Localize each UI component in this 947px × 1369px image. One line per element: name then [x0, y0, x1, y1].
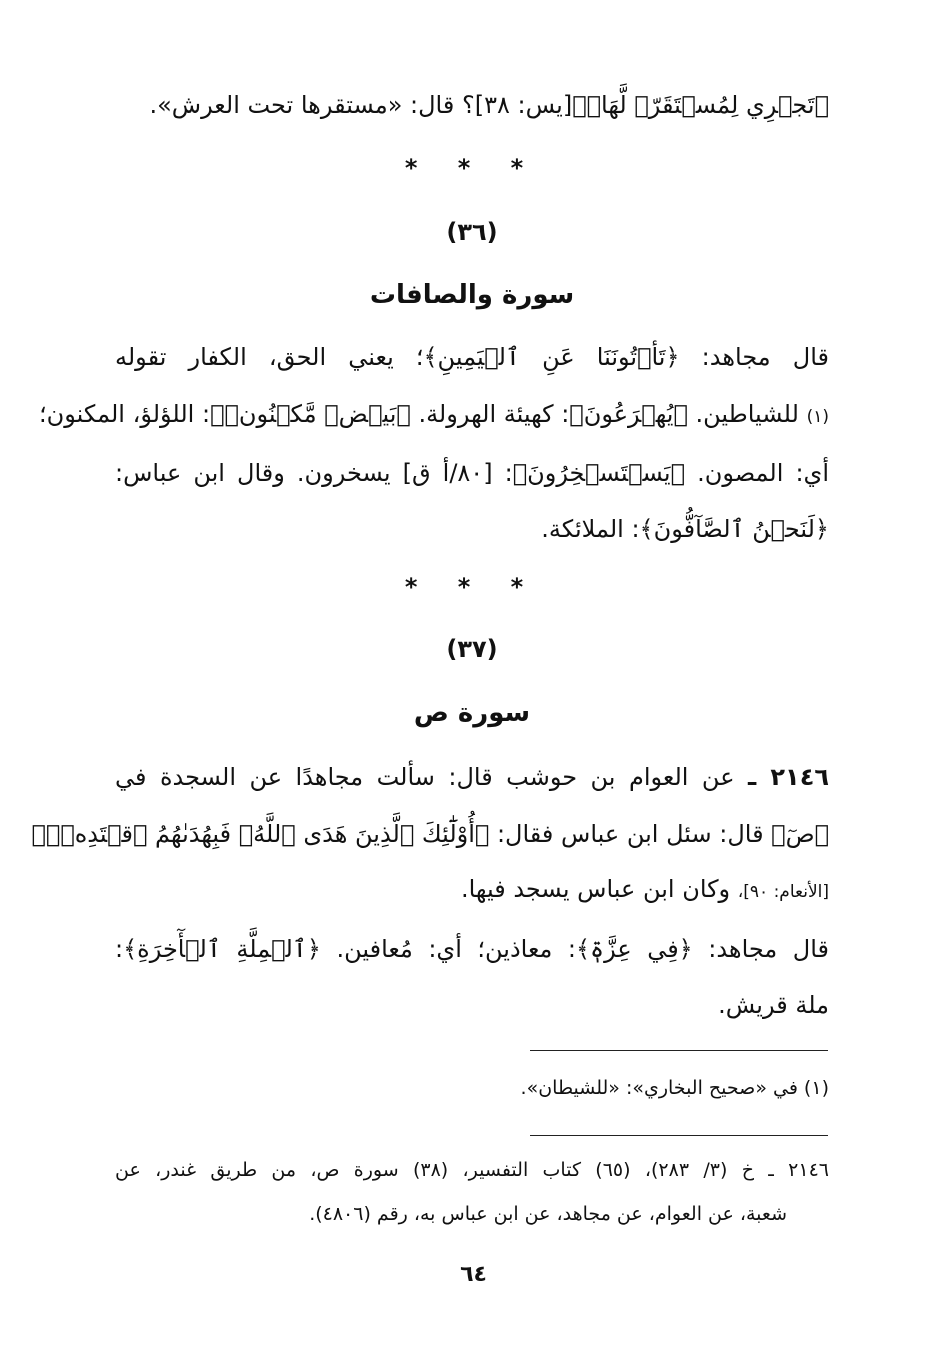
footnote-divider [530, 1050, 828, 1051]
section-separator: * * * [404, 573, 540, 601]
section-number: (٣٧) [446, 635, 498, 663]
text-segment: عن العوام بن حوشب قال: سألت مجاهدًا عن السجدة في [115, 763, 735, 791]
hadith-line [115, 760, 829, 794]
surah-title: سورة والصافات [369, 280, 575, 310]
paragraph-line: ملة قريش. [718, 991, 829, 1019]
paragraph-line [38, 397, 829, 434]
text-segment: وكان ابن عباس يسجد فيها. [460, 875, 731, 903]
hadith-line: ﴿صٓ﴾ قال: سئل ابن عباس فقال: ﴿أُوْلَٰٓئِكَ ٱلَّذِينَ هَدَى ٱللَّهُۖ فَبِهُدَىٰهُمُ ٱقۡتَدِهۡۗ﴾ [31, 820, 829, 848]
text-segment: للشياطين. ﴿يُهۡرَعُونَ﴾: كهيئة الهرولة. ﴿بَيۡضٞ مَّكۡنُونٞ﴾: اللؤلؤ، المكنون؛ [38, 400, 799, 428]
section-number: (٣٦) [446, 218, 498, 246]
takhrij-divider [530, 1135, 828, 1136]
paragraph-line: قال مجاهد: ﴿تَأۡتُونَنَا عَنِ ٱلۡيَمِينِ﴾؛ يعني الحق، الكفار تقوله [115, 343, 829, 371]
footnote: (١) في «صحيح البخاري»: «للشيطان». [520, 1077, 829, 1099]
hadith-line [115, 872, 829, 909]
section-separator: * * * [404, 154, 540, 182]
footnote-ref: (١) [806, 407, 829, 427]
paragraph-line: ﴿لَنَحۡنُ ٱلصَّآفُّونَ﴾: الملائكة. [541, 515, 829, 543]
takhrij-line: ٢١٤٦ ـ خ (٣/ ٢٨٣)، (٦٥) كتاب التفسير، (٣٨) سورة ص، من طريق غندر، عن [115, 1159, 829, 1181]
quran-reference: [الأنعام: ٩٠]، [737, 882, 829, 902]
verse-line-yasin [115, 88, 829, 122]
surah-title: سورة ص [413, 698, 531, 728]
paragraph-line: قال مجاهد: ﴿فِي عِزَّةٖ﴾: معاذين؛ أي: مُعافين. ﴿ٱلۡمِلَّةِ ٱلۡأٓخِرَةِ﴾: [115, 935, 829, 963]
takhrij-line: شعبة، عن العوام، عن مجاهد، عن ابن عباس به، رقم (٤٨٠٦). [309, 1203, 787, 1225]
page-number: ٦٤ [460, 1262, 487, 1287]
text-segment: ﴿تَجۡرِي لِمُسۡتَقَرّٖ لَّهَاۚ﴾[يس: ٣٨]؟ قال: «مستقرها تحت العرش». [149, 91, 829, 119]
paragraph-line: أي: المصون. ﴿يَسۡتَسۡخِرُونَ﴾: [٨٠/أ ق] يسخرون. وقال ابن عباس: [115, 459, 829, 487]
hadith-number: ٢١٤٦ ـ [748, 763, 829, 791]
